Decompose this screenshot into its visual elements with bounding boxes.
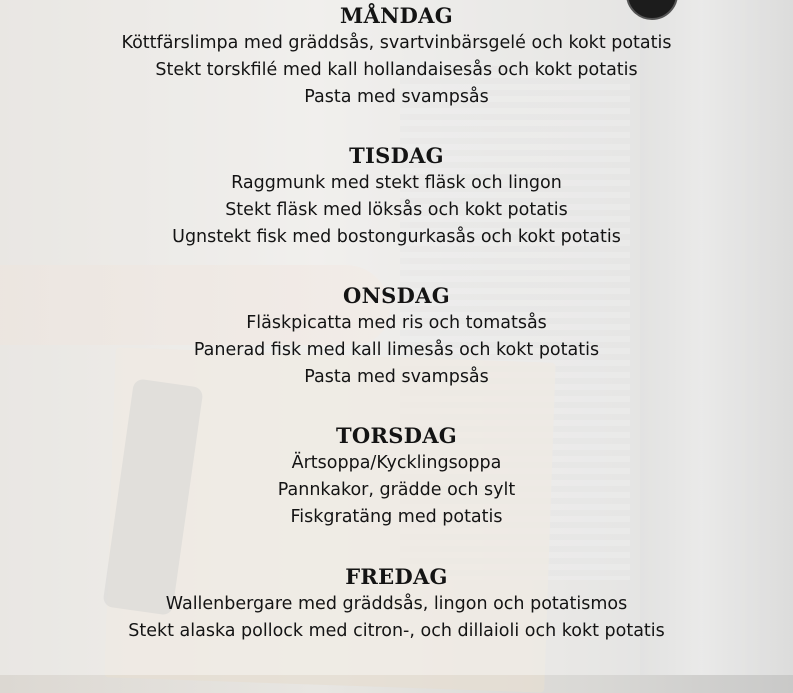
day-title: MÅNDAG bbox=[340, 3, 453, 28]
dish-item: Pasta med svampsås bbox=[304, 367, 489, 387]
dish-item: Wallenbergare med gräddsås, lingon och potatismos bbox=[165, 594, 628, 614]
day-thursday bbox=[0, 422, 793, 531]
dish-item: Raggmunk med stekt fläsk och lingon bbox=[231, 173, 562, 193]
day-title: FREDAG bbox=[345, 564, 448, 589]
day-wednesday bbox=[0, 282, 793, 391]
dish-item: Ärtsoppa/Kycklingsoppa bbox=[291, 453, 502, 473]
dish-item: Stekt fläsk med löksås och kokt potatis bbox=[225, 200, 568, 220]
dish-item: Stekt torskfilé med kall hollandaisesås och kokt potatis bbox=[155, 60, 638, 80]
dish-item: Pasta med svampsås bbox=[304, 87, 489, 107]
day-friday bbox=[0, 563, 793, 645]
day-title: TORSDAG bbox=[335, 423, 458, 448]
day-tuesday bbox=[0, 142, 793, 251]
dish-item: Panerad fisk med kall limesås och kokt potatis bbox=[193, 340, 600, 360]
day-title: TISDAG bbox=[349, 143, 444, 168]
dish-item: Pannkakor, grädde och sylt bbox=[277, 480, 516, 500]
dish-item: Ugnstekt fisk med bostongurkasås och kokt potatis bbox=[172, 227, 621, 247]
day-monday bbox=[0, 2, 793, 111]
day-title: ONSDAG bbox=[343, 283, 450, 308]
dish-item: Fläskpicatta med ris och tomatsås bbox=[246, 313, 547, 333]
dish-item: Köttfärslimpa med gräddsås, svartvinbärsgelé och kokt potatis bbox=[121, 33, 672, 53]
dish-item: Stekt alaska pollock med citron-, och dillaioli och kokt potatis bbox=[128, 621, 665, 641]
dish-item: Fiskgratäng med potatis bbox=[290, 507, 503, 527]
